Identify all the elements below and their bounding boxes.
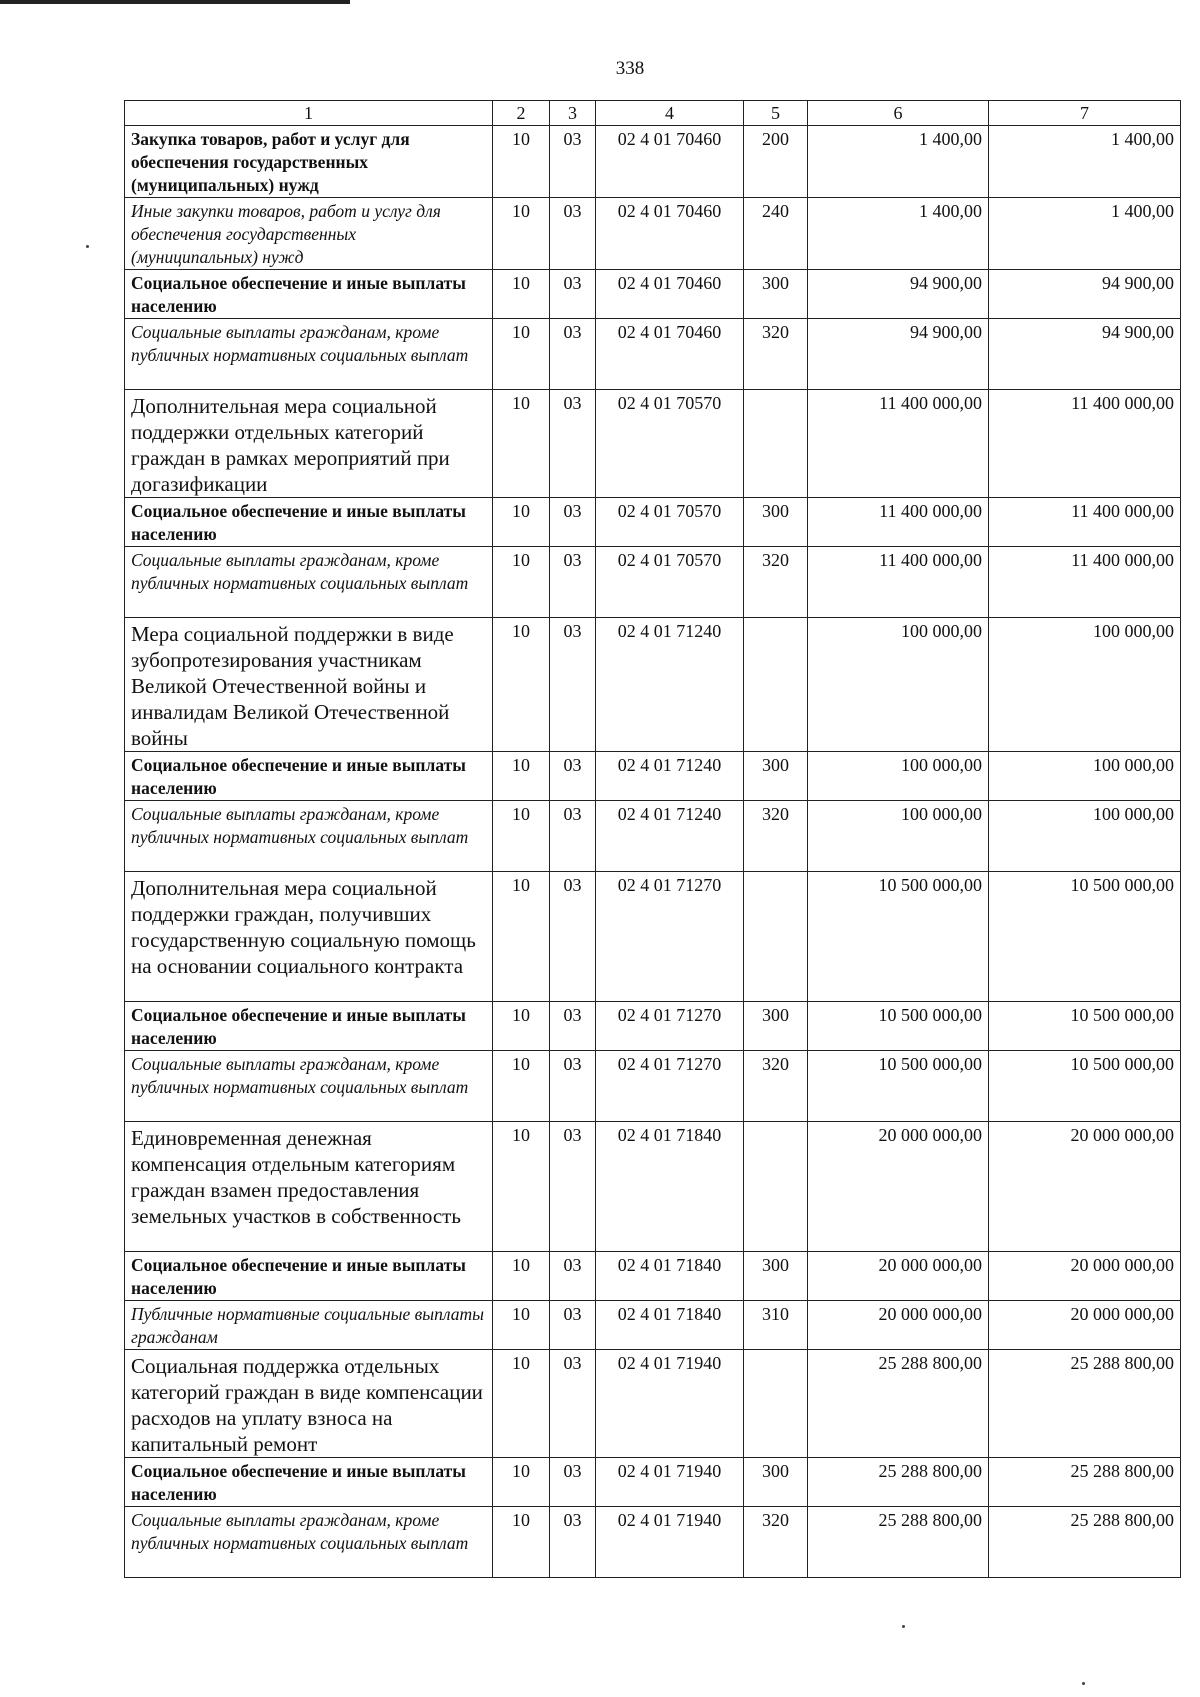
budget-table [124,100,1181,1578]
amount-col6-cell: 100 000,00 [808,801,989,872]
item-name-cell: Дополнительная мера социальной поддержки граждан, получивших государственную социальную помощь на основании социального контракта [125,872,493,1002]
amount-col7-cell: 11 400 000,00 [989,390,1181,498]
item-name-cell: Социальная поддержка отдельных категорий граждан в виде компенсации расходов на уплату взноса на капитальный ремонт [125,1350,493,1458]
subsection-cell: 03 [550,1507,596,1578]
amount-col6-cell: 10 500 000,00 [808,1051,989,1122]
expense-type-cell: 300 [744,270,808,319]
section-cell: 10 [493,198,550,270]
table-row [125,1051,1181,1122]
amount-col7-cell: 25 288 800,00 [989,1350,1181,1458]
item-name-cell: Единовременная денежная компенсация отдельным категориям граждан взамен предоставления земельных участков в собственность [125,1122,493,1252]
target-article-cell: 02 4 01 71940 [596,1458,744,1507]
header-cell-7: 7 [989,101,1181,126]
section-cell: 10 [493,498,550,547]
amount-col7-cell: 10 500 000,00 [989,1002,1181,1051]
amount-col6-cell: 94 900,00 [808,270,989,319]
section-cell: 10 [493,1002,550,1051]
expense-type-cell: 240 [744,198,808,270]
section-cell: 10 [493,1122,550,1252]
subsection-cell: 03 [550,390,596,498]
section-cell: 10 [493,1252,550,1301]
item-name-cell: Социальное обеспечение и иные выплаты населению [125,1002,493,1051]
subsection-cell: 03 [550,1350,596,1458]
section-cell: 10 [493,752,550,801]
header-cell-5: 5 [744,101,808,126]
section-cell: 10 [493,547,550,618]
item-name-cell: Социальные выплаты гражданам, кроме публичных нормативных социальных выплат [125,1051,493,1122]
amount-col6-cell: 25 288 800,00 [808,1350,989,1458]
table-row [125,498,1181,547]
header-cell-3: 3 [550,101,596,126]
target-article-cell: 02 4 01 71240 [596,801,744,872]
subsection-cell: 03 [550,872,596,1002]
item-name-cell: Закупка товаров, работ и услуг для обеспечения государственных (муниципальных) нужд [125,126,493,198]
amount-col6-cell: 10 500 000,00 [808,1002,989,1051]
amount-col7-cell: 100 000,00 [989,618,1181,752]
amount-col6-cell: 100 000,00 [808,618,989,752]
amount-col7-cell: 100 000,00 [989,801,1181,872]
amount-col6-cell: 11 400 000,00 [808,498,989,547]
target-article-cell: 02 4 01 71940 [596,1507,744,1578]
amount-col7-cell: 20 000 000,00 [989,1252,1181,1301]
table-row [125,801,1181,872]
amount-col6-cell: 20 000 000,00 [808,1301,989,1350]
section-cell: 10 [493,618,550,752]
table-row [125,752,1181,801]
subsection-cell: 03 [550,498,596,547]
subsection-cell: 03 [550,801,596,872]
table-row [125,1458,1181,1507]
subsection-cell: 03 [550,1252,596,1301]
expense-type-cell: 300 [744,498,808,547]
header-cell-2: 2 [493,101,550,126]
expense-type-cell: 320 [744,547,808,618]
item-name-cell: Иные закупки товаров, работ и услуг для обеспечения государственных (муниципальных) нужд [125,198,493,270]
amount-col7-cell: 1 400,00 [989,198,1181,270]
amount-col7-cell: 20 000 000,00 [989,1122,1181,1252]
target-article-cell: 02 4 01 70570 [596,498,744,547]
expense-type-cell [744,618,808,752]
section-cell: 10 [493,1051,550,1122]
header-row [125,101,1181,126]
expense-type-cell: 320 [744,801,808,872]
subsection-cell: 03 [550,319,596,390]
section-cell: 10 [493,801,550,872]
amount-col7-cell: 10 500 000,00 [989,872,1181,1002]
amount-col7-cell: 94 900,00 [989,319,1181,390]
item-name-cell: Социальное обеспечение и иные выплаты населению [125,1458,493,1507]
subsection-cell: 03 [550,1051,596,1122]
subsection-cell: 03 [550,618,596,752]
target-article-cell: 02 4 01 71240 [596,752,744,801]
amount-col6-cell: 10 500 000,00 [808,872,989,1002]
expense-type-cell: 320 [744,1051,808,1122]
target-article-cell: 02 4 01 71840 [596,1122,744,1252]
item-name-cell: Мера социальной поддержки в виде зубопротезирования участникам Великой Отечественной войны и инвалидам Великой Отечественной войны [125,618,493,752]
table-row [125,319,1181,390]
table-row [125,872,1181,1002]
target-article-cell: 02 4 01 71840 [596,1301,744,1350]
amount-col6-cell: 11 400 000,00 [808,547,989,618]
expense-type-cell [744,390,808,498]
target-article-cell: 02 4 01 70460 [596,126,744,198]
expense-type-cell [744,1122,808,1252]
section-cell: 10 [493,319,550,390]
amount-col6-cell: 1 400,00 [808,198,989,270]
amount-col6-cell: 25 288 800,00 [808,1458,989,1507]
table-row [125,1350,1181,1458]
table-row [125,270,1181,319]
amount-col6-cell: 94 900,00 [808,319,989,390]
amount-col7-cell: 11 400 000,00 [989,547,1181,618]
item-name-cell: Социальные выплаты гражданам, кроме публичных нормативных социальных выплат [125,547,493,618]
section-cell: 10 [493,1350,550,1458]
item-name-cell: Социальное обеспечение и иные выплаты населению [125,752,493,801]
table-row [125,1122,1181,1252]
subsection-cell: 03 [550,1122,596,1252]
target-article-cell: 02 4 01 70570 [596,547,744,618]
item-name-cell: Социальные выплаты гражданам, кроме публичных нормативных социальных выплат [125,1507,493,1578]
table-row [125,547,1181,618]
table-row [125,1507,1181,1578]
amount-col7-cell: 25 288 800,00 [989,1458,1181,1507]
expense-type-cell: 300 [744,1002,808,1051]
amount-col6-cell: 11 400 000,00 [808,390,989,498]
top-border-rule [0,0,350,4]
amount-col7-cell: 94 900,00 [989,270,1181,319]
expense-type-cell: 200 [744,126,808,198]
expense-type-cell: 320 [744,1507,808,1578]
amount-col6-cell: 20 000 000,00 [808,1252,989,1301]
scan-speck [1082,1682,1085,1685]
item-name-cell: Социальное обеспечение и иные выплаты населению [125,270,493,319]
subsection-cell: 03 [550,752,596,801]
target-article-cell: 02 4 01 70570 [596,390,744,498]
target-article-cell: 02 4 01 71270 [596,1051,744,1122]
header-cell-6: 6 [808,101,989,126]
amount-col6-cell: 20 000 000,00 [808,1122,989,1252]
header-cell-1: 1 [125,101,493,126]
page-number: 338 [615,58,645,79]
expense-type-cell: 300 [744,1252,808,1301]
section-cell: 10 [493,270,550,319]
section-cell: 10 [493,390,550,498]
section-cell: 10 [493,872,550,1002]
section-cell: 10 [493,1458,550,1507]
target-article-cell: 02 4 01 70460 [596,198,744,270]
header-cell-4: 4 [596,101,744,126]
amount-col7-cell: 20 000 000,00 [989,1301,1181,1350]
expense-type-cell [744,1350,808,1458]
target-article-cell: 02 4 01 71240 [596,618,744,752]
table-row [125,1252,1181,1301]
section-cell: 10 [493,1507,550,1578]
expense-type-cell: 310 [744,1301,808,1350]
item-name-cell: Социальное обеспечение и иные выплаты населению [125,498,493,547]
table-row [125,390,1181,498]
scan-speck [86,245,89,248]
item-name-cell: Социальное обеспечение и иные выплаты населению [125,1252,493,1301]
amount-col7-cell: 10 500 000,00 [989,1051,1181,1122]
table-body [125,101,1181,1578]
subsection-cell: 03 [550,547,596,618]
item-name-cell: Социальные выплаты гражданам, кроме публичных нормативных социальных выплат [125,801,493,872]
table-row [125,126,1181,198]
amount-col6-cell: 100 000,00 [808,752,989,801]
amount-col7-cell: 1 400,00 [989,126,1181,198]
expense-type-cell: 300 [744,1458,808,1507]
subsection-cell: 03 [550,198,596,270]
expense-type-cell [744,872,808,1002]
amount-col7-cell: 11 400 000,00 [989,498,1181,547]
subsection-cell: 03 [550,126,596,198]
item-name-cell: Социальные выплаты гражданам, кроме публичных нормативных социальных выплат [125,319,493,390]
target-article-cell: 02 4 01 71940 [596,1350,744,1458]
subsection-cell: 03 [550,1458,596,1507]
scan-speck [902,1625,905,1628]
expense-type-cell: 300 [744,752,808,801]
table-row [125,1301,1181,1350]
item-name-cell: Дополнительная мера социальной поддержки отдельных категорий граждан в рамках мероприятий при догазификации [125,390,493,498]
subsection-cell: 03 [550,270,596,319]
expense-type-cell: 320 [744,319,808,390]
table-row [125,198,1181,270]
amount-col6-cell: 1 400,00 [808,126,989,198]
target-article-cell: 02 4 01 71270 [596,872,744,1002]
item-name-cell: Публичные нормативные социальные выплаты гражданам [125,1301,493,1350]
amount-col7-cell: 100 000,00 [989,752,1181,801]
subsection-cell: 03 [550,1301,596,1350]
subsection-cell: 03 [550,1002,596,1051]
target-article-cell: 02 4 01 70460 [596,270,744,319]
target-article-cell: 02 4 01 71840 [596,1252,744,1301]
amount-col6-cell: 25 288 800,00 [808,1507,989,1578]
target-article-cell: 02 4 01 71270 [596,1002,744,1051]
section-cell: 10 [493,1301,550,1350]
section-cell: 10 [493,126,550,198]
table-row [125,1002,1181,1051]
amount-col7-cell: 25 288 800,00 [989,1507,1181,1578]
table-row [125,618,1181,752]
target-article-cell: 02 4 01 70460 [596,319,744,390]
